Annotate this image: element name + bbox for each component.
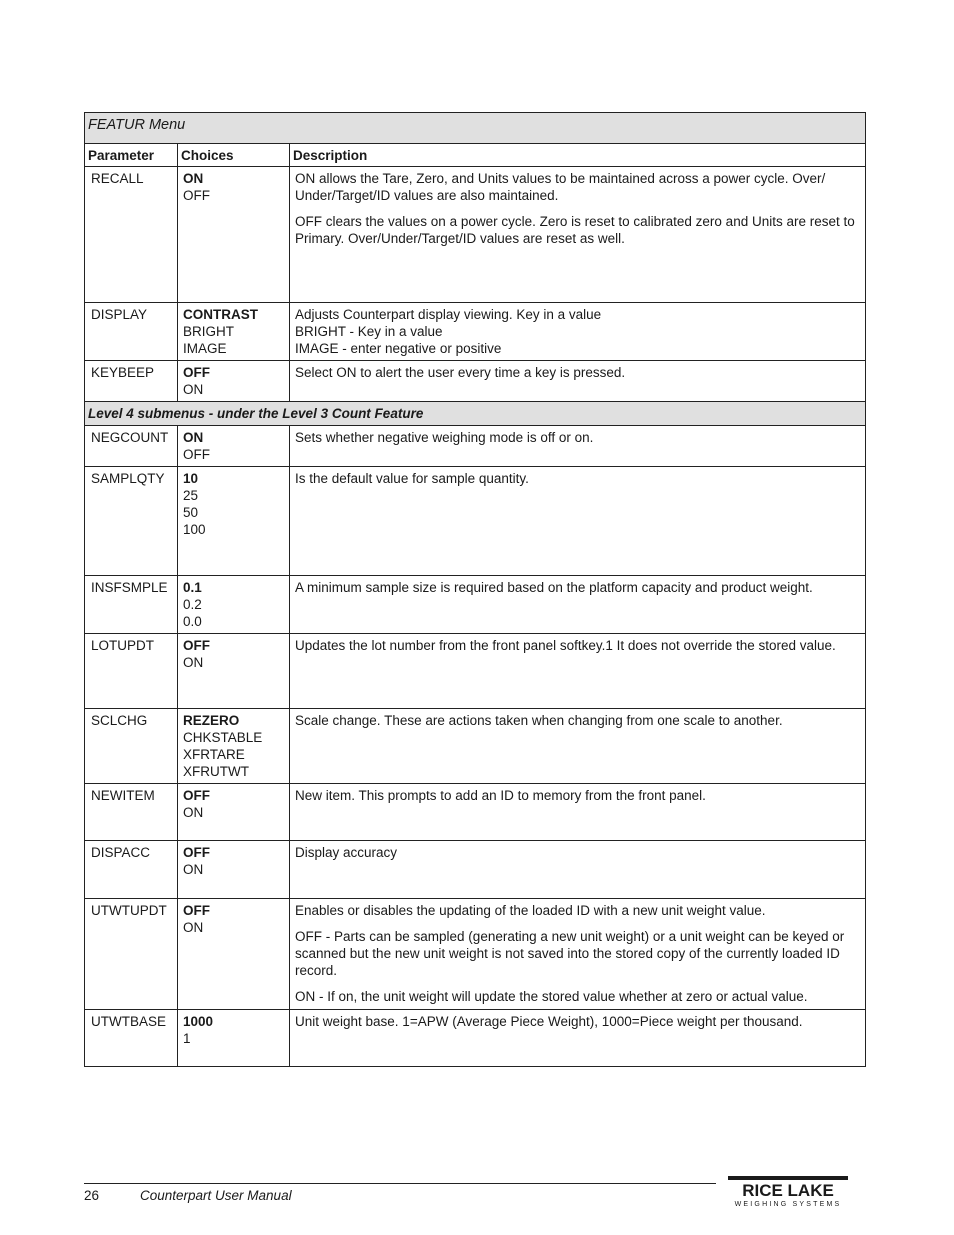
description-cell xyxy=(290,899,866,1010)
table-body-group2 xyxy=(85,426,866,1067)
featur-menu-table xyxy=(84,112,866,1067)
description-paragraph: OFF clears the values on a power cycle. Zero is reset to calibrated zero and Units are reset to Primary. Over/Under/Target/ID values are reset as well. xyxy=(295,214,855,246)
parameter-cell: NEGCOUNT xyxy=(85,426,178,467)
choices-cell xyxy=(178,303,290,361)
page-number: 26 xyxy=(84,1188,100,1203)
parameter-cell: KEYBEEP xyxy=(85,361,178,402)
description-paragraph: Display accuracy xyxy=(295,845,398,860)
table-row xyxy=(85,709,866,784)
choices-cell xyxy=(178,634,290,709)
default-choice: CONTRAST xyxy=(183,307,258,322)
description-cell xyxy=(290,167,866,303)
default-choice: OFF xyxy=(183,903,210,918)
description-paragraph: Scale change. These are actions taken when changing from one scale to another. xyxy=(295,713,783,728)
parameter-cell: DISPLAY xyxy=(85,303,178,361)
choice-option: BRIGHT xyxy=(183,324,235,339)
description-cell xyxy=(290,784,866,841)
parameter-cell: SCLCHG xyxy=(85,709,178,784)
description-paragraph: Sets whether negative weighing mode is off or on. xyxy=(295,430,594,445)
description-line: IMAGE - enter negative or positive xyxy=(295,341,502,356)
description-line: BRIGHT - Key in a value xyxy=(295,324,443,339)
choice-option: ON xyxy=(183,655,204,670)
table-row xyxy=(85,784,866,841)
footer-rule xyxy=(84,1183,716,1184)
default-choice: 0.1 xyxy=(183,580,202,595)
column-header-description: Description xyxy=(290,144,866,167)
parameter-cell: RECALL xyxy=(85,167,178,303)
default-choice: OFF xyxy=(183,845,210,860)
description-cell xyxy=(290,303,866,361)
parameter-cell: SAMPLQTY xyxy=(85,467,178,576)
table-row xyxy=(85,361,866,402)
parameter-cell: NEWITEM xyxy=(85,784,178,841)
choice-option: IMAGE xyxy=(183,341,227,356)
table-row xyxy=(85,576,866,634)
description-paragraph: ON allows the Tare, Zero, and Units values to be maintained across a power cycle. Over/ Under/Target/ID values are also maintained. xyxy=(295,171,826,203)
choice-option: 50 xyxy=(183,505,199,520)
description-paragraph: Unit weight base. 1=APW (Average Piece Weight), 1000=Piece weight per thousand. xyxy=(295,1014,803,1029)
rice-lake-logo xyxy=(722,1176,854,1210)
table-row xyxy=(85,1010,866,1067)
choice-option: XFRTARE xyxy=(183,747,245,762)
table-row xyxy=(85,167,866,303)
description-cell xyxy=(290,634,866,709)
choice-option: ON xyxy=(183,382,204,397)
table-row xyxy=(85,841,866,899)
parameter-cell: UTWTUPDT xyxy=(85,899,178,1010)
description-cell xyxy=(290,467,866,576)
parameter-cell: LOTUPDT xyxy=(85,634,178,709)
choice-option: 0.2 xyxy=(183,597,202,612)
column-header-choices: Choices xyxy=(178,144,290,167)
manual-title: Counterpart User Manual xyxy=(140,1188,292,1203)
description-paragraph: Updates the lot number from the front panel softkey.1 It does not override the stored value. xyxy=(295,638,836,653)
description-cell xyxy=(290,576,866,634)
description-cell xyxy=(290,426,866,467)
choice-option: OFF xyxy=(183,188,210,203)
table-body-group1 xyxy=(85,167,866,426)
section-title: Level 4 submenus - under the Level 3 Count Feature xyxy=(85,402,866,426)
choice-option: XFRUTWT xyxy=(183,764,249,779)
description-paragraph: Select ON to alert the user every time a key is pressed. xyxy=(295,365,626,380)
choice-option: 25 xyxy=(183,488,199,503)
logo-tagline: WEIGHING SYSTEMS xyxy=(734,1201,842,1208)
default-choice: 10 xyxy=(183,471,199,486)
parameter-cell: INSFSMPLE xyxy=(85,576,178,634)
table-row xyxy=(85,467,866,576)
choice-option: ON xyxy=(183,920,204,935)
table-title: FEATUR Menu xyxy=(85,113,866,144)
choices-cell xyxy=(178,709,290,784)
choice-option: 1 xyxy=(183,1031,191,1046)
table-row xyxy=(85,899,866,1010)
choice-option: 0.0 xyxy=(183,614,202,629)
description-cell xyxy=(290,841,866,899)
logo-name: RICE LAKE xyxy=(742,1181,834,1200)
description-cell xyxy=(290,361,866,402)
default-choice: ON xyxy=(183,430,204,445)
description-cell xyxy=(290,1010,866,1067)
default-choice: REZERO xyxy=(183,713,240,728)
description-paragraph: Is the default value for sample quantity. xyxy=(295,471,529,486)
choices-cell xyxy=(178,167,290,303)
description-paragraph: OFF - Parts can be sampled (generating a new unit weight) or a unit weight can be keyed or scanned but the new unit weight is not saved into the stored copy of the currently loaded ID record. xyxy=(295,929,845,978)
description-paragraph: A minimum sample size is required based on the platform capacity and product weight. xyxy=(295,580,813,595)
section-row xyxy=(85,402,866,426)
default-choice: 1000 xyxy=(183,1014,214,1029)
choice-option: 100 xyxy=(183,522,206,537)
choices-cell xyxy=(178,841,290,899)
default-choice: OFF xyxy=(183,638,210,653)
table-row xyxy=(85,634,866,709)
description-cell xyxy=(290,709,866,784)
parameter-cell: DISPACC xyxy=(85,841,178,899)
choices-cell xyxy=(178,899,290,1010)
choices-cell xyxy=(178,576,290,634)
choice-option: ON xyxy=(183,862,204,877)
description-paragraph: New item. This prompts to add an ID to memory from the front panel. xyxy=(295,788,706,803)
default-choice: ON xyxy=(183,171,204,186)
column-header-parameter: Parameter xyxy=(85,144,178,167)
table-row xyxy=(85,303,866,361)
choices-cell xyxy=(178,426,290,467)
choice-option: CHKSTABLE xyxy=(183,730,263,745)
table-row xyxy=(85,426,866,467)
description-paragraph: Enables or disables the updating of the loaded ID with a new unit weight value. xyxy=(295,903,766,918)
description-paragraph: ON - If on, the unit weight will update the stored value whether at zero or actual value. xyxy=(295,989,808,1004)
choice-option: ON xyxy=(183,805,204,820)
choices-cell xyxy=(178,784,290,841)
choices-cell xyxy=(178,1010,290,1067)
default-choice: OFF xyxy=(183,365,210,380)
choices-cell xyxy=(178,467,290,576)
description-line: Adjusts Counterpart display viewing. Key in a value xyxy=(295,307,602,322)
default-choice: OFF xyxy=(183,788,210,803)
choices-cell xyxy=(178,361,290,402)
parameter-cell: UTWTBASE xyxy=(85,1010,178,1067)
choice-option: OFF xyxy=(183,447,210,462)
